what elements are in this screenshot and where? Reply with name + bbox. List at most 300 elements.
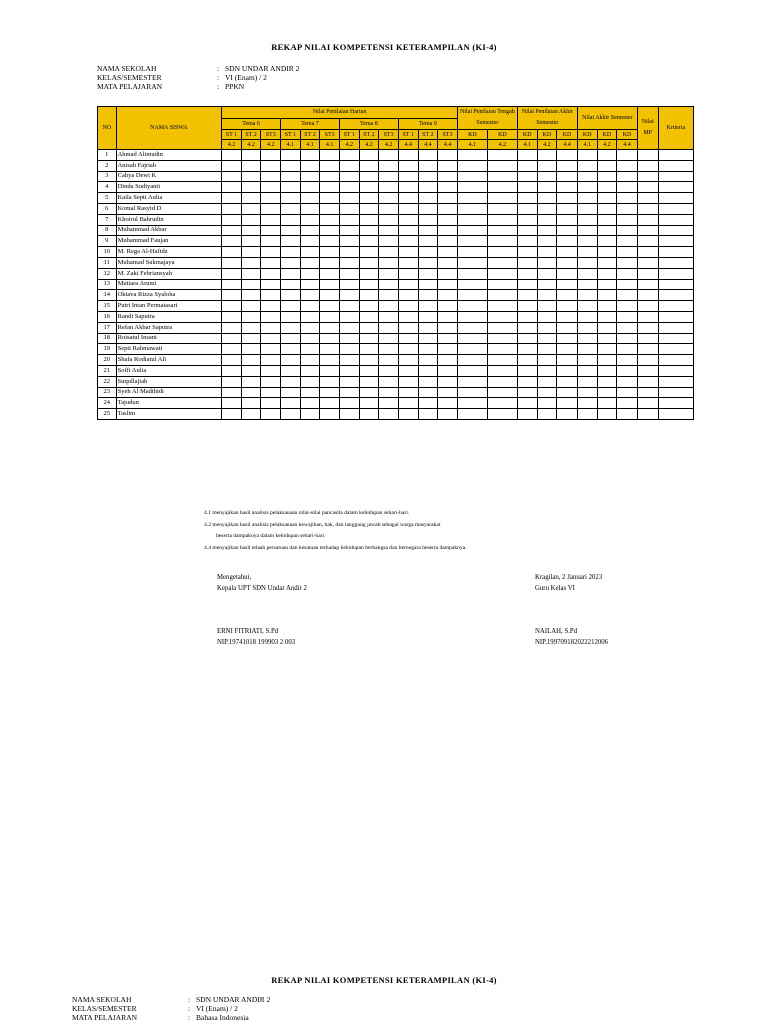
score-cell[interactable] (457, 365, 487, 376)
score-cell[interactable] (281, 193, 301, 204)
score-cell[interactable] (418, 376, 438, 387)
score-cell[interactable] (300, 214, 320, 225)
score-cell[interactable] (359, 279, 379, 290)
score-cell[interactable] (261, 355, 281, 366)
score-cell[interactable] (457, 150, 487, 161)
score-cell[interactable] (537, 193, 557, 204)
score-cell[interactable] (557, 160, 578, 171)
score-cell[interactable] (398, 214, 418, 225)
score-cell[interactable] (557, 376, 578, 387)
score-cell[interactable] (537, 279, 557, 290)
score-cell[interactable] (379, 150, 399, 161)
score-cell[interactable] (457, 225, 487, 236)
score-cell[interactable] (658, 257, 693, 268)
score-cell[interactable] (637, 268, 658, 279)
score-cell[interactable] (457, 203, 487, 214)
score-cell[interactable] (487, 279, 517, 290)
score-cell[interactable] (438, 322, 458, 333)
score-cell[interactable] (637, 365, 658, 376)
score-cell[interactable] (339, 236, 359, 247)
score-cell[interactable] (281, 398, 301, 409)
score-cell[interactable] (379, 344, 399, 355)
score-cell[interactable] (617, 150, 638, 161)
score-cell[interactable] (300, 311, 320, 322)
score-cell[interactable] (300, 301, 320, 312)
score-cell[interactable] (379, 160, 399, 171)
score-cell[interactable] (577, 344, 597, 355)
score-cell[interactable] (617, 311, 638, 322)
score-cell[interactable] (537, 247, 557, 258)
score-cell[interactable] (339, 150, 359, 161)
score-cell[interactable] (281, 290, 301, 301)
score-cell[interactable] (487, 344, 517, 355)
score-cell[interactable] (537, 214, 557, 225)
score-cell[interactable] (457, 301, 487, 312)
score-cell[interactable] (261, 290, 281, 301)
score-cell[interactable] (557, 171, 578, 182)
score-cell[interactable] (438, 355, 458, 366)
score-cell[interactable] (597, 203, 617, 214)
score-cell[interactable] (359, 365, 379, 376)
score-cell[interactable] (398, 398, 418, 409)
score-cell[interactable] (281, 160, 301, 171)
score-cell[interactable] (617, 268, 638, 279)
score-cell[interactable] (281, 150, 301, 161)
score-cell[interactable] (261, 333, 281, 344)
score-cell[interactable] (577, 150, 597, 161)
score-cell[interactable] (658, 214, 693, 225)
score-cell[interactable] (300, 333, 320, 344)
score-cell[interactable] (339, 247, 359, 258)
score-cell[interactable] (617, 409, 638, 420)
score-cell[interactable] (281, 236, 301, 247)
score-cell[interactable] (241, 193, 261, 204)
score-cell[interactable] (379, 225, 399, 236)
score-cell[interactable] (320, 171, 340, 182)
score-cell[interactable] (487, 376, 517, 387)
score-cell[interactable] (222, 214, 242, 225)
score-cell[interactable] (300, 409, 320, 420)
score-cell[interactable] (658, 279, 693, 290)
score-cell[interactable] (438, 150, 458, 161)
score-cell[interactable] (557, 193, 578, 204)
score-cell[interactable] (300, 160, 320, 171)
score-cell[interactable] (487, 214, 517, 225)
score-cell[interactable] (637, 160, 658, 171)
score-cell[interactable] (418, 409, 438, 420)
score-cell[interactable] (658, 150, 693, 161)
score-cell[interactable] (261, 257, 281, 268)
score-cell[interactable] (320, 376, 340, 387)
score-cell[interactable] (517, 268, 537, 279)
score-cell[interactable] (359, 290, 379, 301)
score-cell[interactable] (537, 322, 557, 333)
score-cell[interactable] (339, 333, 359, 344)
score-cell[interactable] (379, 409, 399, 420)
score-cell[interactable] (617, 214, 638, 225)
score-cell[interactable] (320, 387, 340, 398)
score-cell[interactable] (637, 398, 658, 409)
score-cell[interactable] (637, 290, 658, 301)
score-cell[interactable] (398, 333, 418, 344)
score-cell[interactable] (379, 182, 399, 193)
score-cell[interactable] (300, 171, 320, 182)
score-cell[interactable] (359, 236, 379, 247)
score-cell[interactable] (339, 344, 359, 355)
score-cell[interactable] (517, 355, 537, 366)
score-cell[interactable] (457, 193, 487, 204)
score-cell[interactable] (320, 268, 340, 279)
score-cell[interactable] (557, 236, 578, 247)
score-cell[interactable] (637, 225, 658, 236)
score-cell[interactable] (398, 376, 418, 387)
score-cell[interactable] (222, 355, 242, 366)
score-cell[interactable] (222, 257, 242, 268)
score-cell[interactable] (339, 355, 359, 366)
score-cell[interactable] (379, 214, 399, 225)
score-cell[interactable] (658, 225, 693, 236)
score-cell[interactable] (222, 171, 242, 182)
score-cell[interactable] (300, 257, 320, 268)
score-cell[interactable] (241, 409, 261, 420)
score-cell[interactable] (320, 214, 340, 225)
score-cell[interactable] (359, 268, 379, 279)
score-cell[interactable] (320, 290, 340, 301)
score-cell[interactable] (617, 257, 638, 268)
score-cell[interactable] (281, 311, 301, 322)
score-cell[interactable] (281, 365, 301, 376)
score-cell[interactable] (517, 160, 537, 171)
score-cell[interactable] (537, 268, 557, 279)
score-cell[interactable] (222, 203, 242, 214)
score-cell[interactable] (597, 279, 617, 290)
score-cell[interactable] (222, 160, 242, 171)
score-cell[interactable] (457, 322, 487, 333)
score-cell[interactable] (359, 247, 379, 258)
score-cell[interactable] (457, 247, 487, 258)
score-cell[interactable] (398, 257, 418, 268)
score-cell[interactable] (261, 150, 281, 161)
score-cell[interactable] (320, 279, 340, 290)
score-cell[interactable] (658, 171, 693, 182)
score-cell[interactable] (438, 311, 458, 322)
score-cell[interactable] (577, 355, 597, 366)
score-cell[interactable] (379, 268, 399, 279)
score-cell[interactable] (281, 203, 301, 214)
score-cell[interactable] (577, 333, 597, 344)
score-cell[interactable] (597, 365, 617, 376)
score-cell[interactable] (438, 171, 458, 182)
score-cell[interactable] (617, 279, 638, 290)
score-cell[interactable] (418, 311, 438, 322)
score-cell[interactable] (339, 268, 359, 279)
score-cell[interactable] (339, 257, 359, 268)
score-cell[interactable] (222, 279, 242, 290)
score-cell[interactable] (261, 160, 281, 171)
score-cell[interactable] (658, 182, 693, 193)
score-cell[interactable] (517, 409, 537, 420)
score-cell[interactable] (577, 214, 597, 225)
score-cell[interactable] (300, 376, 320, 387)
score-cell[interactable] (637, 355, 658, 366)
score-cell[interactable] (537, 376, 557, 387)
score-cell[interactable] (300, 279, 320, 290)
score-cell[interactable] (300, 344, 320, 355)
score-cell[interactable] (617, 203, 638, 214)
score-cell[interactable] (637, 171, 658, 182)
score-cell[interactable] (637, 193, 658, 204)
score-cell[interactable] (597, 301, 617, 312)
score-cell[interactable] (359, 344, 379, 355)
score-cell[interactable] (577, 182, 597, 193)
score-cell[interactable] (222, 301, 242, 312)
score-cell[interactable] (457, 236, 487, 247)
score-cell[interactable] (617, 225, 638, 236)
score-cell[interactable] (398, 409, 418, 420)
score-cell[interactable] (617, 387, 638, 398)
score-cell[interactable] (281, 214, 301, 225)
score-cell[interactable] (241, 236, 261, 247)
score-cell[interactable] (241, 203, 261, 214)
score-cell[interactable] (438, 182, 458, 193)
score-cell[interactable] (617, 344, 638, 355)
score-cell[interactable] (339, 160, 359, 171)
score-cell[interactable] (281, 344, 301, 355)
score-cell[interactable] (418, 257, 438, 268)
score-cell[interactable] (597, 409, 617, 420)
score-cell[interactable] (577, 301, 597, 312)
score-cell[interactable] (379, 257, 399, 268)
score-cell[interactable] (281, 376, 301, 387)
score-cell[interactable] (339, 225, 359, 236)
score-cell[interactable] (517, 311, 537, 322)
score-cell[interactable] (457, 387, 487, 398)
score-cell[interactable] (339, 214, 359, 225)
score-cell[interactable] (557, 344, 578, 355)
score-cell[interactable] (261, 236, 281, 247)
score-cell[interactable] (261, 344, 281, 355)
score-cell[interactable] (339, 203, 359, 214)
score-cell[interactable] (557, 257, 578, 268)
score-cell[interactable] (222, 322, 242, 333)
score-cell[interactable] (557, 398, 578, 409)
score-cell[interactable] (438, 301, 458, 312)
score-cell[interactable] (577, 160, 597, 171)
score-cell[interactable] (457, 182, 487, 193)
score-cell[interactable] (222, 376, 242, 387)
score-cell[interactable] (557, 409, 578, 420)
score-cell[interactable] (320, 398, 340, 409)
score-cell[interactable] (261, 279, 281, 290)
score-cell[interactable] (577, 290, 597, 301)
score-cell[interactable] (637, 387, 658, 398)
score-cell[interactable] (487, 236, 517, 247)
score-cell[interactable] (577, 409, 597, 420)
score-cell[interactable] (617, 322, 638, 333)
score-cell[interactable] (438, 257, 458, 268)
score-cell[interactable] (537, 290, 557, 301)
score-cell[interactable] (359, 355, 379, 366)
score-cell[interactable] (418, 225, 438, 236)
score-cell[interactable] (517, 301, 537, 312)
score-cell[interactable] (418, 182, 438, 193)
score-cell[interactable] (241, 387, 261, 398)
score-cell[interactable] (557, 214, 578, 225)
score-cell[interactable] (557, 387, 578, 398)
score-cell[interactable] (241, 355, 261, 366)
score-cell[interactable] (398, 193, 418, 204)
score-cell[interactable] (261, 322, 281, 333)
score-cell[interactable] (398, 322, 418, 333)
score-cell[interactable] (438, 236, 458, 247)
score-cell[interactable] (261, 376, 281, 387)
score-cell[interactable] (597, 398, 617, 409)
score-cell[interactable] (359, 160, 379, 171)
score-cell[interactable] (537, 311, 557, 322)
score-cell[interactable] (241, 311, 261, 322)
score-cell[interactable] (241, 171, 261, 182)
score-cell[interactable] (557, 322, 578, 333)
score-cell[interactable] (577, 268, 597, 279)
score-cell[interactable] (487, 150, 517, 161)
score-cell[interactable] (487, 182, 517, 193)
score-cell[interactable] (438, 344, 458, 355)
score-cell[interactable] (320, 311, 340, 322)
score-cell[interactable] (457, 311, 487, 322)
score-cell[interactable] (617, 376, 638, 387)
score-cell[interactable] (517, 290, 537, 301)
score-cell[interactable] (398, 268, 418, 279)
score-cell[interactable] (577, 257, 597, 268)
score-cell[interactable] (241, 365, 261, 376)
score-cell[interactable] (418, 171, 438, 182)
score-cell[interactable] (418, 301, 438, 312)
score-cell[interactable] (281, 182, 301, 193)
score-cell[interactable] (359, 225, 379, 236)
score-cell[interactable] (537, 150, 557, 161)
score-cell[interactable] (320, 203, 340, 214)
score-cell[interactable] (281, 171, 301, 182)
score-cell[interactable] (597, 344, 617, 355)
score-cell[interactable] (658, 398, 693, 409)
score-cell[interactable] (379, 376, 399, 387)
score-cell[interactable] (557, 247, 578, 258)
score-cell[interactable] (637, 301, 658, 312)
score-cell[interactable] (418, 344, 438, 355)
score-cell[interactable] (359, 322, 379, 333)
score-cell[interactable] (261, 171, 281, 182)
score-cell[interactable] (658, 268, 693, 279)
score-cell[interactable] (300, 236, 320, 247)
score-cell[interactable] (222, 150, 242, 161)
score-cell[interactable] (457, 268, 487, 279)
score-cell[interactable] (557, 311, 578, 322)
score-cell[interactable] (658, 322, 693, 333)
score-cell[interactable] (438, 409, 458, 420)
score-cell[interactable] (487, 160, 517, 171)
score-cell[interactable] (438, 333, 458, 344)
score-cell[interactable] (281, 247, 301, 258)
score-cell[interactable] (637, 279, 658, 290)
score-cell[interactable] (339, 376, 359, 387)
score-cell[interactable] (379, 301, 399, 312)
score-cell[interactable] (359, 311, 379, 322)
score-cell[interactable] (658, 290, 693, 301)
score-cell[interactable] (438, 365, 458, 376)
score-cell[interactable] (487, 355, 517, 366)
score-cell[interactable] (320, 182, 340, 193)
score-cell[interactable] (537, 301, 557, 312)
score-cell[interactable] (241, 214, 261, 225)
score-cell[interactable] (300, 398, 320, 409)
score-cell[interactable] (637, 344, 658, 355)
score-cell[interactable] (222, 387, 242, 398)
score-cell[interactable] (617, 301, 638, 312)
score-cell[interactable] (339, 182, 359, 193)
score-cell[interactable] (398, 355, 418, 366)
score-cell[interactable] (398, 301, 418, 312)
score-cell[interactable] (379, 311, 399, 322)
score-cell[interactable] (658, 344, 693, 355)
score-cell[interactable] (222, 398, 242, 409)
score-cell[interactable] (537, 236, 557, 247)
score-cell[interactable] (487, 398, 517, 409)
score-cell[interactable] (597, 355, 617, 366)
score-cell[interactable] (617, 333, 638, 344)
score-cell[interactable] (281, 225, 301, 236)
score-cell[interactable] (617, 398, 638, 409)
score-cell[interactable] (487, 257, 517, 268)
score-cell[interactable] (557, 279, 578, 290)
score-cell[interactable] (418, 290, 438, 301)
score-cell[interactable] (597, 322, 617, 333)
score-cell[interactable] (517, 214, 537, 225)
score-cell[interactable] (418, 387, 438, 398)
score-cell[interactable] (517, 203, 537, 214)
score-cell[interactable] (557, 268, 578, 279)
score-cell[interactable] (517, 322, 537, 333)
score-cell[interactable] (320, 355, 340, 366)
score-cell[interactable] (517, 344, 537, 355)
score-cell[interactable] (379, 247, 399, 258)
score-cell[interactable] (241, 290, 261, 301)
score-cell[interactable] (418, 236, 438, 247)
score-cell[interactable] (457, 355, 487, 366)
score-cell[interactable] (517, 247, 537, 258)
score-cell[interactable] (617, 355, 638, 366)
score-cell[interactable] (517, 333, 537, 344)
score-cell[interactable] (577, 225, 597, 236)
score-cell[interactable] (617, 171, 638, 182)
score-cell[interactable] (457, 171, 487, 182)
score-cell[interactable] (300, 322, 320, 333)
score-cell[interactable] (438, 193, 458, 204)
score-cell[interactable] (261, 193, 281, 204)
score-cell[interactable] (617, 193, 638, 204)
score-cell[interactable] (300, 365, 320, 376)
score-cell[interactable] (577, 203, 597, 214)
score-cell[interactable] (517, 182, 537, 193)
score-cell[interactable] (320, 333, 340, 344)
score-cell[interactable] (457, 376, 487, 387)
score-cell[interactable] (457, 398, 487, 409)
score-cell[interactable] (597, 376, 617, 387)
score-cell[interactable] (339, 322, 359, 333)
score-cell[interactable] (487, 193, 517, 204)
score-cell[interactable] (339, 387, 359, 398)
score-cell[interactable] (418, 398, 438, 409)
score-cell[interactable] (537, 225, 557, 236)
